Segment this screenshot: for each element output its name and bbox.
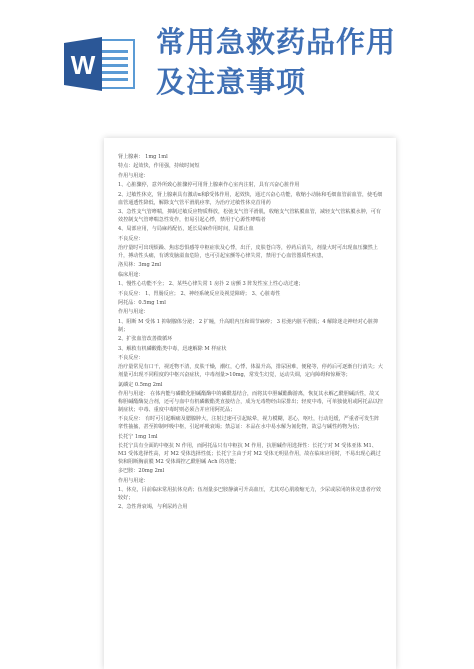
document-line: 1、慢性心功能不全； 2、某些心律失常 1 房扑 2 房颤 3 阵发性室上性心动过速； [118,281,304,288]
document-line: 2、过敏性休克，肾上腺素具有激动α和β受体作用，起效快，通过兴奋心功能，收缩小动脉和毛细血管前血管，使毛细血管通透性降低，解除支气管平滑肌痉挛，为治疗过敏性休克首用药 [118,191,383,206]
word-document-icon [64,36,136,92]
document-line: 1、心脏骤停，意外所致心脏骤停可用肾上腺素作心室内注射，具有兴奋心脏作用 [118,182,300,189]
document-line: 作用与用途： [118,172,149,179]
document-line: 肾上腺素： 1mg 1ml [118,154,168,160]
document-line: 氯磷定 0.5mg 2ml [118,381,163,388]
document-line: 作用与用途： [118,477,149,484]
document-line: 长托宁具有全面的中枢抗 N 作用，而阿托品只有中枢抗 M 作用，抗胆碱作用选择性：长托宁对 M 受体亚体 M1、M3 受体选择性高，对 M2 受体选择性低；长托宁主由于对 M2 受体无明显作用，故在临床应用时，不易出现心跳过快和阻断胸前膜 M2 受体调控乙酰胆碱 Ach 的功能； [118,443,381,465]
page-title [156,22,466,102]
document-line: 临床用途： [118,271,144,278]
document-line: 特点：起效快，作用强，持续时间短 [118,163,200,170]
document-line: 不良反应： [118,354,144,361]
word-letter: W [70,50,96,80]
document-line: 不良反应： 有时可引起咽痛及腮腺肿大，注射过速可引起眩晕，视力模糊，恶心，呕吐，行动迟缓，严重者可发生阵挛性抽搐，甚至抑制呼吸中枢，引起呼吸衰竭；禁忌证：本品在水中易水解为氰化物，故忌与碱性药物为伍； [118,416,380,431]
document-preview [104,138,396,669]
document-line: 3、解救有机磷酸酯类中毒，迅速解除 M 样症状 [118,345,227,352]
document-line: 作用与用途： 在体内能与磷酰化胆碱酯酶中的磷酰基结合，而将其中胆碱酯酶游离，恢复其水解乙酰胆碱活性，故又称胆碱酯酶复合剂，还可与血中有机磷酸酯类直接结合，成为无毒物经由尿排出；轻度中毒，可单独使用或阿托品以控制症状；中毒、重度中毒时则必须合并应用阿托品； [118,391,383,413]
document-line: 阿托品：0.5mg 1ml [118,300,166,306]
document-line: 不良反应： 1、胃肠反应； 2、神经系统反应及视觉障碍； 3、心脏毒性 [118,290,281,297]
document-line: 1、阻断 M 受体 1 抑制腺体分泌； 2 扩瞳，升高眼内压和调节麻痹； 3 松弛内脏平滑肌；4 解除迷走神经对心脏抑制； [118,318,379,333]
document-line: 治疗量时可出现烦躁、焦虑恐惧感等中枢症状及心悸，出汗，皮肤苍白等，停药后消失，剂量大时可出现血压骤然上升，搏动性头痛，有诱发脑溢血危险，也可引起室颤等心律失常，禁用于心血管器质性疾患， [118,245,378,259]
title-line-1: 常用急救药品作用 [156,25,397,59]
document-line: 4、局部应用，与局麻药配伍，延长局麻作用时间，局部止血 [118,226,254,233]
document-line: 3、急性支气管哮喘，抑制过敏反应物质释放，松弛支气管平滑肌，收缩支气管粘膜血管，减轻支气管粘膜水肿，可有效控制支气管哮喘急性发作，但易引起心悸，禁用于心源性哮喘者 [118,208,382,223]
document-line: 1、休克，目前临床常用抗休克药；伍剂量多巴胺静滴可升高血压，尤其对心肌收缩无力，少尿或尿闭的休克患者疗效较好； [118,487,382,501]
document-line: 治疗量常见有口干，视近物不清，皮肤干燥，潮红，心悸，体温升高，排尿困难，便秘等，停药后可逐渐自行消失；大剂量可出现不同程度的中枢兴奋症状，中毒剂量>10mg，常发生幻觉，运动失调，定向障碍和惊厥等； [118,364,383,379]
document-line: 作用与用途： [118,309,149,316]
document-line: 不良反应： [118,235,144,242]
document-line: 洛贝林：3mg 2ml [118,262,162,269]
document-line: 2、急性肾衰竭，与利尿药合用 [118,504,188,511]
document-line: 多巴胺：20mg 2ml [118,468,165,475]
document-line: 2、扩张血管改善微循环 [118,336,173,343]
page-header [0,0,474,118]
document-line: 长托宁 1mg 1ml [118,433,158,440]
title-line-2: 及注意事项 [156,65,307,99]
document-body [118,154,384,512]
